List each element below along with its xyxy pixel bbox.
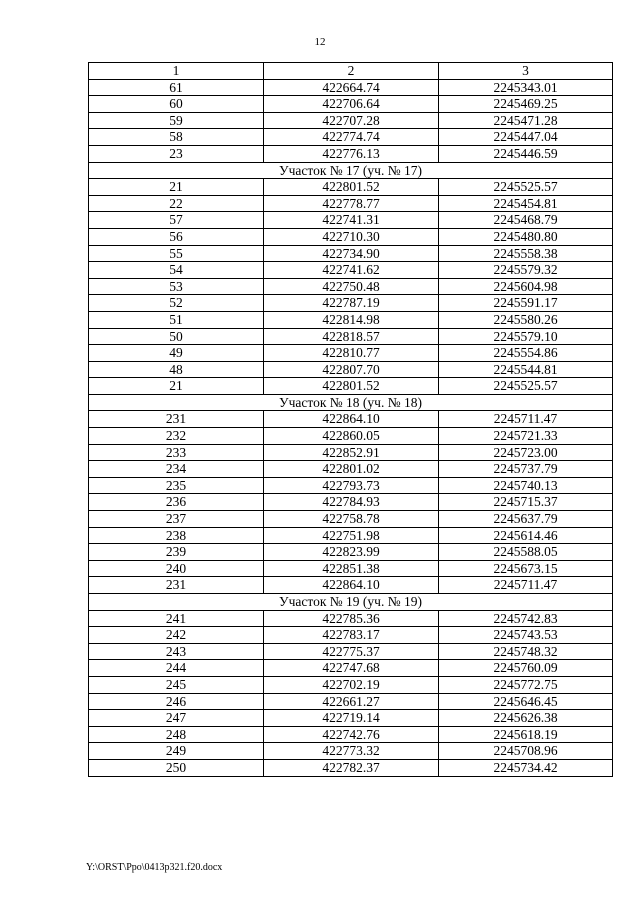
table-row xyxy=(89,428,613,445)
x-coordinate-cell: 422775.37 xyxy=(264,643,439,660)
y-coordinate-cell: 2245711.47 xyxy=(439,577,613,594)
table-row xyxy=(89,262,613,279)
x-coordinate-cell: 422807.70 xyxy=(264,361,439,378)
table-row xyxy=(89,96,613,113)
y-coordinate-cell: 2245447.04 xyxy=(439,129,613,146)
table-row xyxy=(89,560,613,577)
x-coordinate-cell: 422742.76 xyxy=(264,726,439,743)
table-row xyxy=(89,676,613,693)
y-coordinate-cell: 2245760.09 xyxy=(439,660,613,677)
y-coordinate-cell: 2245588.05 xyxy=(439,544,613,561)
y-coordinate-cell: 2245737.79 xyxy=(439,461,613,478)
table-row xyxy=(89,759,613,776)
point-number-cell: 60 xyxy=(89,96,264,113)
table-row xyxy=(89,444,613,461)
table-row xyxy=(89,544,613,561)
point-number-cell: 235 xyxy=(89,477,264,494)
table-row xyxy=(89,245,613,262)
x-coordinate-cell: 422758.78 xyxy=(264,511,439,528)
x-coordinate-cell: 422778.77 xyxy=(264,195,439,212)
point-number-cell: 22 xyxy=(89,195,264,212)
x-coordinate-cell: 422741.31 xyxy=(264,212,439,229)
x-coordinate-cell: 422707.28 xyxy=(264,112,439,129)
point-number-cell: 231 xyxy=(89,411,264,428)
table-row xyxy=(89,311,613,328)
y-coordinate-cell: 2245579.10 xyxy=(439,328,613,345)
x-coordinate-cell: 422783.17 xyxy=(264,627,439,644)
table-row xyxy=(89,129,613,146)
y-coordinate-cell: 2245772.75 xyxy=(439,676,613,693)
point-number-cell: 53 xyxy=(89,278,264,295)
page-number: 12 xyxy=(314,36,326,48)
table-row xyxy=(89,660,613,677)
point-number-cell: 248 xyxy=(89,726,264,743)
point-number-cell: 242 xyxy=(89,627,264,644)
table-row xyxy=(89,295,613,312)
y-coordinate-cell: 2245580.26 xyxy=(439,311,613,328)
table-row xyxy=(89,361,613,378)
x-coordinate-cell: 422852.91 xyxy=(264,444,439,461)
section-header-row xyxy=(89,162,613,179)
x-coordinate-cell: 422860.05 xyxy=(264,428,439,445)
table-row xyxy=(89,328,613,345)
table-row xyxy=(89,411,613,428)
point-number-cell: 56 xyxy=(89,228,264,245)
point-number-cell: 236 xyxy=(89,494,264,511)
point-number-cell: 23 xyxy=(89,145,264,162)
table-row xyxy=(89,627,613,644)
y-coordinate-cell: 2245711.47 xyxy=(439,411,613,428)
x-coordinate-cell: 422773.32 xyxy=(264,743,439,760)
x-coordinate-cell: 422774.74 xyxy=(264,129,439,146)
table-row xyxy=(89,693,613,710)
y-coordinate-cell: 2245673.15 xyxy=(439,560,613,577)
y-coordinate-cell: 2245468.79 xyxy=(439,212,613,229)
table-row xyxy=(89,79,613,96)
point-number-cell: 59 xyxy=(89,112,264,129)
y-coordinate-cell: 2245734.42 xyxy=(439,759,613,776)
y-coordinate-cell: 2245626.38 xyxy=(439,710,613,727)
section-header-row xyxy=(89,394,613,411)
point-number-cell: 51 xyxy=(89,311,264,328)
x-coordinate-cell: 422818.57 xyxy=(264,328,439,345)
x-coordinate-cell: 422776.13 xyxy=(264,145,439,162)
y-coordinate-cell: 2245646.45 xyxy=(439,693,613,710)
point-number-cell: 52 xyxy=(89,295,264,312)
y-coordinate-cell: 2245454.81 xyxy=(439,195,613,212)
point-number-cell: 233 xyxy=(89,444,264,461)
x-coordinate-cell: 422785.36 xyxy=(264,610,439,627)
point-number-cell: 21 xyxy=(89,378,264,395)
point-number-cell: 57 xyxy=(89,212,264,229)
x-coordinate-cell: 422793.73 xyxy=(264,477,439,494)
column-header-y: 3 xyxy=(439,63,613,80)
point-number-cell: 237 xyxy=(89,511,264,528)
y-coordinate-cell: 2245740.13 xyxy=(439,477,613,494)
x-coordinate-cell: 422814.98 xyxy=(264,311,439,328)
table-row xyxy=(89,477,613,494)
table-row xyxy=(89,511,613,528)
x-coordinate-cell: 422661.27 xyxy=(264,693,439,710)
y-coordinate-cell: 2245742.83 xyxy=(439,610,613,627)
point-number-cell: 21 xyxy=(89,179,264,196)
y-coordinate-cell: 2245748.32 xyxy=(439,643,613,660)
x-coordinate-cell: 422734.90 xyxy=(264,245,439,262)
point-number-cell: 239 xyxy=(89,544,264,561)
table-row xyxy=(89,112,613,129)
y-coordinate-cell: 2245721.33 xyxy=(439,428,613,445)
x-coordinate-cell: 422851.38 xyxy=(264,560,439,577)
y-coordinate-cell: 2245471.28 xyxy=(439,112,613,129)
y-coordinate-cell: 2245480.80 xyxy=(439,228,613,245)
point-number-cell: 243 xyxy=(89,643,264,660)
y-coordinate-cell: 2245604.98 xyxy=(439,278,613,295)
point-number-cell: 238 xyxy=(89,527,264,544)
point-number-cell: 58 xyxy=(89,129,264,146)
y-coordinate-cell: 2245343.01 xyxy=(439,79,613,96)
y-coordinate-cell: 2245579.32 xyxy=(439,262,613,279)
x-coordinate-cell: 422710.30 xyxy=(264,228,439,245)
column-header-point: 1 xyxy=(89,63,264,80)
table-row xyxy=(89,212,613,229)
y-coordinate-cell: 2245446.59 xyxy=(439,145,613,162)
table-row xyxy=(89,610,613,627)
x-coordinate-cell: 422864.10 xyxy=(264,577,439,594)
y-coordinate-cell: 2245637.79 xyxy=(439,511,613,528)
table-row xyxy=(89,195,613,212)
point-number-cell: 244 xyxy=(89,660,264,677)
y-coordinate-cell: 2245708.96 xyxy=(439,743,613,760)
table-row xyxy=(89,710,613,727)
y-coordinate-cell: 2245554.86 xyxy=(439,345,613,362)
table-row xyxy=(89,378,613,395)
table-row xyxy=(89,145,613,162)
table-row xyxy=(89,179,613,196)
x-coordinate-cell: 422719.14 xyxy=(264,710,439,727)
y-coordinate-cell: 2245469.25 xyxy=(439,96,613,113)
point-number-cell: 54 xyxy=(89,262,264,279)
point-number-cell: 249 xyxy=(89,743,264,760)
table-body xyxy=(89,79,613,776)
x-coordinate-cell: 422823.99 xyxy=(264,544,439,561)
x-coordinate-cell: 422750.48 xyxy=(264,278,439,295)
table-row xyxy=(89,345,613,362)
x-coordinate-cell: 422782.37 xyxy=(264,759,439,776)
section-title: Участок № 17 (уч. № 17) xyxy=(89,162,613,179)
point-number-cell: 50 xyxy=(89,328,264,345)
point-number-cell: 245 xyxy=(89,676,264,693)
point-number-cell: 231 xyxy=(89,577,264,594)
y-coordinate-cell: 2245614.46 xyxy=(439,527,613,544)
table-row xyxy=(89,527,613,544)
y-coordinate-cell: 2245743.53 xyxy=(439,627,613,644)
point-number-cell: 250 xyxy=(89,759,264,776)
y-coordinate-cell: 2245525.57 xyxy=(439,378,613,395)
x-coordinate-cell: 422801.52 xyxy=(264,378,439,395)
table-row xyxy=(89,726,613,743)
y-coordinate-cell: 2245558.38 xyxy=(439,245,613,262)
y-coordinate-cell: 2245544.81 xyxy=(439,361,613,378)
section-header-row xyxy=(89,594,613,611)
x-coordinate-cell: 422801.02 xyxy=(264,461,439,478)
y-coordinate-cell: 2245715.37 xyxy=(439,494,613,511)
point-number-cell: 241 xyxy=(89,610,264,627)
x-coordinate-cell: 422810.77 xyxy=(264,345,439,362)
x-coordinate-cell: 422801.52 xyxy=(264,179,439,196)
x-coordinate-cell: 422751.98 xyxy=(264,527,439,544)
y-coordinate-cell: 2245723.00 xyxy=(439,444,613,461)
point-number-cell: 55 xyxy=(89,245,264,262)
table-row xyxy=(89,494,613,511)
x-coordinate-cell: 422784.93 xyxy=(264,494,439,511)
x-coordinate-cell: 422706.64 xyxy=(264,96,439,113)
table-row xyxy=(89,461,613,478)
footer-file-path: Y:\ORST\Ppo\0413p321.f20.docx xyxy=(86,862,223,873)
section-title: Участок № 18 (уч. № 18) xyxy=(89,394,613,411)
y-coordinate-cell: 2245618.19 xyxy=(439,726,613,743)
table-header-row xyxy=(89,63,613,80)
x-coordinate-cell: 422702.19 xyxy=(264,676,439,693)
y-coordinate-cell: 2245525.57 xyxy=(439,179,613,196)
point-number-cell: 247 xyxy=(89,710,264,727)
point-number-cell: 48 xyxy=(89,361,264,378)
y-coordinate-cell: 2245591.17 xyxy=(439,295,613,312)
x-coordinate-cell: 422787.19 xyxy=(264,295,439,312)
x-coordinate-cell: 422741.62 xyxy=(264,262,439,279)
x-coordinate-cell: 422664.74 xyxy=(264,79,439,96)
point-number-cell: 246 xyxy=(89,693,264,710)
point-number-cell: 49 xyxy=(89,345,264,362)
point-number-cell: 240 xyxy=(89,560,264,577)
point-number-cell: 234 xyxy=(89,461,264,478)
section-title: Участок № 19 (уч. № 19) xyxy=(89,594,613,611)
table-row xyxy=(89,228,613,245)
x-coordinate-cell: 422747.68 xyxy=(264,660,439,677)
table-row xyxy=(89,643,613,660)
coordinates-table xyxy=(88,62,613,777)
point-number-cell: 61 xyxy=(89,79,264,96)
point-number-cell: 232 xyxy=(89,428,264,445)
table-row xyxy=(89,743,613,760)
x-coordinate-cell: 422864.10 xyxy=(264,411,439,428)
table-row xyxy=(89,577,613,594)
table-row xyxy=(89,278,613,295)
column-header-x: 2 xyxy=(264,63,439,80)
